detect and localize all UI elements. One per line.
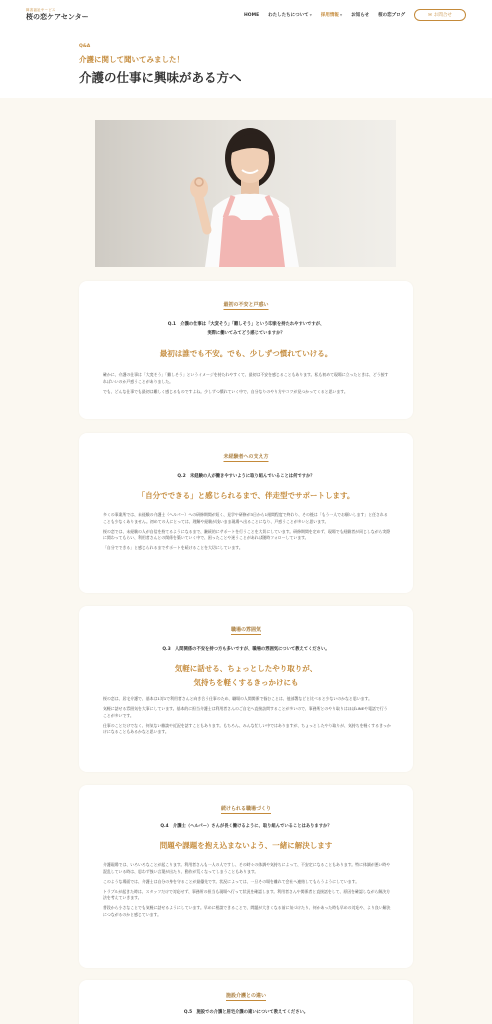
body-paragraph: 多くの事業所では、未経験の介護士（ヘルパー）への研修期間が短く、見学や研修が3日から1週間程度で終わり、その後は「もう一人でお願いします」と任されることも少なくありません。初めての人にとっては、理解や経験が浅いまま現場へ出ることになり、戸惑うことが多いと思います。 (103, 512, 388, 524)
site-logo[interactable] (26, 8, 89, 22)
main-nav (244, 12, 405, 18)
chevron-down-icon: ▼ (339, 13, 343, 17)
nav-label: 採用情報 (320, 13, 339, 18)
body-paragraph: 「自分でできる」と感じられるまでサポートを続けることを大切にしています。 (103, 545, 243, 551)
page-category: Q&A (79, 44, 91, 49)
qa-card-1 (79, 281, 413, 419)
body-paragraph: 桜の恋では、未経験の人が自信を持てるようになるまで、継続的にサポートを行うことを大切にしています。研修期間を定めず、現場でも経験者が同じしながら実際に関わってもらい、利用者さんとの関係を築いていく中で、困ったことや迷うことがあれば随時フォローしています。 (103, 528, 391, 541)
nav-item-about[interactable] (268, 12, 312, 18)
body-paragraph: 気軽に話せる雰囲気を大事にしています。基本的に担当介護士は利用者さんのご自宅へ直接訪問することが多いので、事務所とのやり取りはほぼLINEや電話で行うことが多いです。 (103, 706, 388, 718)
card-tag: 施設介護との違い (225, 993, 267, 999)
question-line: Q.1 介護の仕事は「大変そう」「難しそう」という印象を持たれやすいですが、 (167, 322, 325, 327)
card-body (103, 372, 391, 399)
qa-card-2 (79, 433, 413, 593)
card-answer: 問題や課題を抱え込まないよう、一緒に解決します (159, 841, 333, 850)
card-question: Q.5 施設での介護と居宅介護の違いについて教えてください。 (183, 1010, 309, 1015)
card-question: Q.2 未経験の人が働きやすいように取り組んでいることは何ですか？ (177, 474, 315, 479)
card-answer: 「自分でできる」と感じられるまで、伴走型でサポートします。 (137, 491, 355, 500)
card-body (103, 512, 391, 555)
page-subtitle: 介護に関して聞いてみました！ (79, 55, 184, 64)
contact-button[interactable] (414, 9, 466, 21)
qa-card-4 (79, 785, 413, 968)
page-title: 介護の仕事に興味がある方へ (79, 70, 242, 85)
card-answer (99, 662, 393, 690)
qa-card-3 (79, 606, 413, 772)
question-line: 実際に働いてみてどう感じていますか？ (207, 331, 285, 336)
qa-card-5 (79, 980, 413, 1024)
brand-subtitle: 障害福祉サービス (26, 8, 56, 12)
nav-item-news[interactable] (351, 12, 369, 18)
body-paragraph: 普段から小さなことでも気軽に話せるようにしています。早めに相談できることで、問題が大きくなる前に気づけたり、何かあった時も早めの対応や、より良い解決につながるのかと感じています。 (103, 905, 391, 918)
card-body (103, 696, 391, 739)
body-paragraph: トラブルが起きた時は、スタッフだけで対応せず、事務所の担当も現場へ行って状況を確認します。利用者さんや関係者と直接話をして、原因を確認しながら解決方法を考えていきます。 (103, 888, 391, 901)
chevron-down-icon: ▼ (309, 13, 312, 17)
page-hero (0, 32, 492, 98)
card-body (103, 862, 391, 922)
brand-name: 桜の恋ケアセンター (26, 13, 89, 21)
caregiver-illustration (95, 120, 396, 267)
card-answer: 最初は誰でも不安。でも、少しずつ慣れていける。 (159, 349, 333, 358)
card-tag: 続けられる職場づくり (220, 806, 272, 812)
body-paragraph: このような場面では、介護士は自分の身を守ることが最優先です。状況によっては、一旦その場を離れて会社へ連絡してもらうようにしています。 (103, 878, 360, 884)
body-paragraph: 桜の恋は、居宅介護で、基本は1対1で利用者さんと向き合う仕事のため、職場の人間関係で悩むことは、他部署などと比べると少ないのかなと思います。 (103, 696, 372, 701)
nav-item-blog[interactable] (378, 12, 405, 18)
contact-label: お問合せ (433, 13, 452, 18)
body-paragraph: 介護現場では、いろいろなことが起こります。利用者さんも一人の人ですし、その時々の体調や気持ちによって、不安定になることもあります。特に体調が悪い時や混乱している時は、思わず強い言葉が出たり、動作が荒くなってしまうこともあります。 (103, 862, 391, 874)
body-paragraph: 仕事のことだけでなく、何気ない雑談や近況を話すこともあります。もちろん、みんな忙しい中ではありますが、ちょっとしたやり取りが、気持ちを軽くするきっかけになることもあるかなと思います。 (103, 722, 391, 735)
nav-item-home[interactable] (244, 13, 259, 18)
caregiver-photo (95, 120, 396, 267)
nav-item-recruit[interactable] (321, 12, 342, 18)
nav-label: 桜の恋ブログ (378, 13, 406, 18)
answer-line: 気持ちを軽くするきっかけにも (193, 678, 299, 687)
mail-icon: ✉ (428, 12, 432, 18)
body-paragraph: 確かに、介護の仕事は「大変そう」「難しそう」というイメージを持たれやすくて、最初は不安を感じることもあります。私も初めて現場に立ったときは、どう接すればいいのか戸惑うことがありました。 (103, 372, 389, 384)
card-tag: 最初の不安と戸惑い (223, 302, 269, 308)
card-question: Q.3 人間関係の不安を持つ方も多いですが、職場の雰囲気について教えてください。 (162, 647, 330, 652)
card-tag: 職場の雰囲気 (230, 627, 262, 633)
nav-label: HOME (244, 12, 260, 18)
nav-label: お知らせ (351, 13, 370, 18)
card-question (99, 320, 393, 338)
body-paragraph: でも、どんな仕事でも最初は難しく感じるものですよね。少しずつ慣れていく中で、自分なりのやり方やコツが見つかってくると思います。 (103, 388, 348, 394)
answer-line: 気軽に話せる、ちょっとしたやり取りが、 (174, 664, 318, 673)
card-tag: 未経験者への支え方 (223, 454, 269, 460)
nav-label: わたしたちについて (268, 13, 309, 18)
site-header (0, 0, 492, 32)
card-question: Q.4 介護士（ヘルパー）さんが長く働けるように、取り組んでいることはありますか？ (160, 824, 332, 829)
